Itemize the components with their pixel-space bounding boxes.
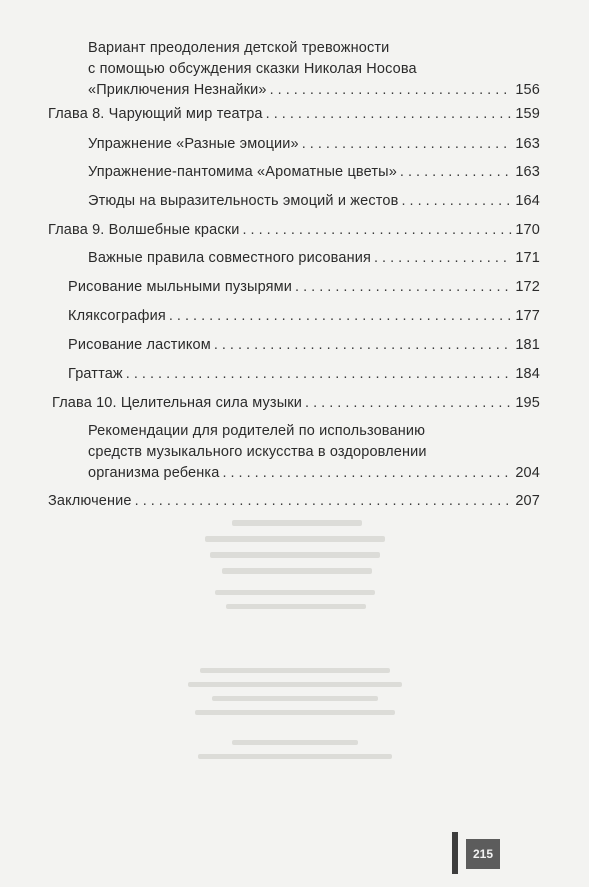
toc-entry-title: Глава 9. Волшебные краски: [48, 222, 240, 238]
toc-entry-line: «Приключения Незнайки»: [88, 82, 267, 98]
toc-entry-title: Упражнение «Разные эмоции»: [88, 136, 299, 152]
toc-page-number: 172: [515, 279, 540, 295]
toc-entry-line: Рекомендации для родителей по использованию: [88, 423, 426, 439]
toc-page-number: 156: [515, 82, 540, 98]
toc-page-number: 164: [515, 193, 540, 209]
toc-page-number: 170: [515, 222, 540, 238]
toc-entry-line: средств музыкального искусства в оздоровлении: [88, 444, 427, 460]
toc-entry-title: Этюды на выразительность эмоций и жестов: [88, 193, 399, 209]
toc-entry-title: Глава 10. Целительная сила музыки: [52, 395, 303, 411]
toc-entry-line: с помощью обсуждения сказки Николая Носова: [88, 61, 417, 77]
toc-page-number: 181: [515, 337, 540, 353]
toc-page-number: 207: [515, 493, 540, 509]
toc-page-number: 204: [515, 465, 540, 481]
toc-entry-title: Глава 8. Чарующий мир театра: [48, 106, 263, 122]
toc-page-number: 177: [515, 308, 540, 324]
toc-entry-title: Важные правила совместного рисования: [88, 250, 371, 266]
toc-page-number: 163: [515, 164, 540, 180]
toc-entry-title: Рисование ластиком: [68, 337, 211, 353]
toc-page-number: 171: [515, 250, 540, 266]
toc-page-number: 184: [515, 366, 540, 382]
toc-page-number: 159: [515, 106, 540, 122]
page-number-bar: [452, 832, 458, 874]
toc-entry-title: Заключение: [48, 493, 132, 509]
page-number: 215: [466, 839, 500, 869]
toc-page-number: 163: [515, 136, 540, 152]
toc-page-number: 195: [515, 395, 540, 411]
toc-entry-line: Вариант преодоления детской тревожности: [88, 40, 390, 56]
toc-entry-title: Граттаж: [68, 366, 123, 382]
toc-entry-title: Упражнение-пантомима «Ароматные цветы»: [88, 164, 397, 180]
toc-entry-title: Кляксография: [68, 308, 166, 324]
toc-entry-title: Рисование мыльными пузырями: [68, 279, 293, 295]
toc-entry-line: организма ребенка: [88, 465, 220, 481]
